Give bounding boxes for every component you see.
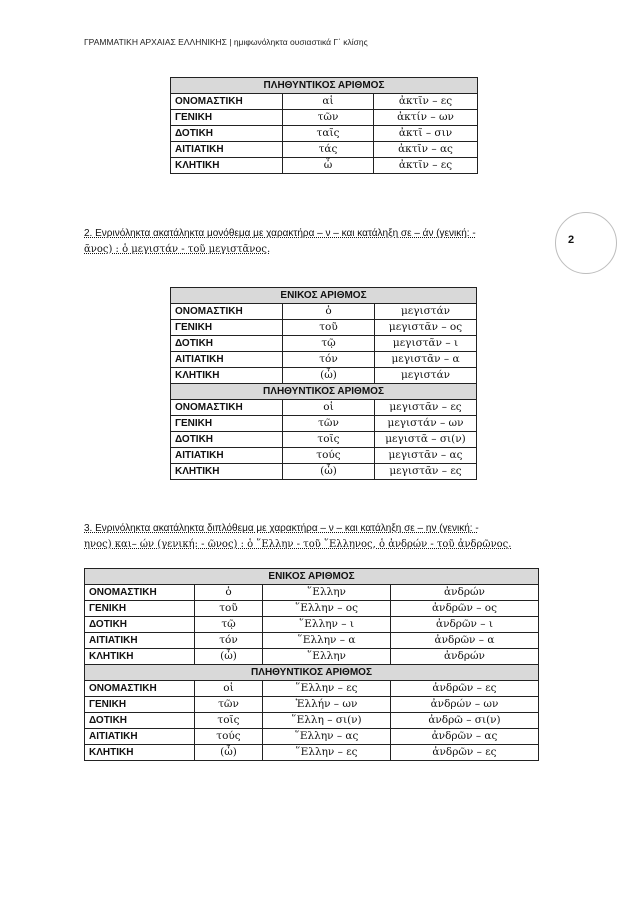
case-label: ΑΙΤΙΑΤΙΚΗ bbox=[85, 729, 195, 745]
table-row bbox=[171, 142, 478, 158]
table-ellin-andron bbox=[84, 568, 539, 761]
article: τῶν bbox=[283, 110, 374, 126]
word-form-ellin: ῞Ελλην – ι bbox=[263, 617, 391, 633]
word-form-andron: ἀνδρῶ – σι(ν) bbox=[391, 713, 539, 729]
word-form: ἀκτῖν – ες bbox=[374, 94, 478, 110]
table-row bbox=[171, 126, 478, 142]
word-form-andron: ἀνδρῶν – ες bbox=[391, 745, 539, 761]
case-label: ΔΟΤΙΚΗ bbox=[171, 336, 283, 352]
plural-header: ΠΛΗΘΥΝΤΙΚΟΣ ΑΡΙΘΜΟΣ bbox=[85, 665, 539, 681]
table-row bbox=[171, 352, 477, 368]
table-megistan bbox=[170, 287, 477, 480]
article: (ὦ) bbox=[195, 745, 263, 761]
table-row bbox=[171, 432, 477, 448]
table-row bbox=[171, 336, 477, 352]
article: ὦ bbox=[283, 158, 374, 174]
article: ὁ bbox=[195, 585, 263, 601]
table-row bbox=[85, 585, 539, 601]
word-form-andron: ἀνδρῶν – ας bbox=[391, 729, 539, 745]
section-2-line-2: ᾶνος) : ὁ μεγιστάν - τοῦ μεγιστᾶνος. bbox=[84, 244, 271, 255]
word-form: μεγιστάν bbox=[375, 304, 477, 320]
case-label: ΓΕΝΙΚΗ bbox=[171, 416, 283, 432]
case-label: ΑΙΤΙΑΤΙΚΗ bbox=[171, 142, 283, 158]
page-number: 2 bbox=[568, 234, 575, 246]
word-form: ἀκτῖν – ας bbox=[374, 142, 478, 158]
case-label: ΑΙΤΙΑΤΙΚΗ bbox=[85, 633, 195, 649]
word-form: μεγιστάν – ων bbox=[375, 416, 477, 432]
article: οἱ bbox=[195, 681, 263, 697]
word-form-ellin: ῞Ελλην – ας bbox=[263, 729, 391, 745]
word-form-ellin: ῞Ελλην bbox=[263, 585, 391, 601]
article: ὁ bbox=[283, 304, 375, 320]
table-row bbox=[85, 649, 539, 665]
article: τούς bbox=[283, 448, 375, 464]
article: ταῖς bbox=[283, 126, 374, 142]
table-row bbox=[85, 697, 539, 713]
case-label: ΔΟΤΙΚΗ bbox=[171, 432, 283, 448]
word-form-andron: ἀνδρών bbox=[391, 585, 539, 601]
word-form: ἀκτίν – ων bbox=[374, 110, 478, 126]
word-form: ἀκτῖν – ες bbox=[374, 158, 478, 174]
case-label: ΚΛΗΤΙΚΗ bbox=[85, 745, 195, 761]
table-row bbox=[85, 745, 539, 761]
case-label: ΑΙΤΙΑΤΙΚΗ bbox=[171, 352, 283, 368]
article: τοῦ bbox=[283, 320, 375, 336]
case-label: ΔΟΤΙΚΗ bbox=[171, 126, 283, 142]
section-3-line-1: 3. Ενρινόληκτα ακατάληκτα διπλόθεμα με χαρακτήρα – ν – και κατάληξη σε – ην (γενική: - bbox=[84, 523, 479, 534]
word-form: μεγιστᾶ – σι(ν) bbox=[375, 432, 477, 448]
article: (ὦ) bbox=[283, 464, 375, 480]
article: τάς bbox=[283, 142, 374, 158]
word-form: μεγιστᾶν – ος bbox=[375, 320, 477, 336]
word-form: μεγιστᾶν – ι bbox=[375, 336, 477, 352]
table-row bbox=[171, 464, 477, 480]
word-form-ellin: ῞Ελλην – α bbox=[263, 633, 391, 649]
article: (ὦ) bbox=[283, 368, 375, 384]
article: τῷ bbox=[195, 617, 263, 633]
case-label: ΚΛΗΤΙΚΗ bbox=[171, 158, 283, 174]
word-form-ellin: ῞Ελλην bbox=[263, 649, 391, 665]
table-row bbox=[171, 448, 477, 464]
case-label: ΓΕΝΙΚΗ bbox=[85, 697, 195, 713]
case-label: ΟΝΟΜΑΣΤΙΚΗ bbox=[171, 400, 283, 416]
case-label: ΓΕΝΙΚΗ bbox=[171, 110, 283, 126]
article: τῶν bbox=[195, 697, 263, 713]
table-row bbox=[171, 400, 477, 416]
table-row bbox=[171, 158, 478, 174]
word-form-ellin: ῞Ελλην – ες bbox=[263, 745, 391, 761]
article: τόν bbox=[283, 352, 375, 368]
word-form: μεγιστᾶν – ες bbox=[375, 400, 477, 416]
case-label: ΚΛΗΤΙΚΗ bbox=[85, 649, 195, 665]
case-label: ΟΝΟΜΑΣΤΙΚΗ bbox=[171, 94, 283, 110]
article: τῶν bbox=[283, 416, 375, 432]
word-form: μεγιστᾶν – ες bbox=[375, 464, 477, 480]
section-3-title bbox=[84, 521, 511, 553]
plural-header: ΠΛΗΘΥΝΤΙΚΟΣ ΑΡΙΘΜΟΣ bbox=[171, 78, 478, 94]
case-label: ΟΝΟΜΑΣΤΙΚΗ bbox=[85, 681, 195, 697]
table-row bbox=[85, 713, 539, 729]
article: τούς bbox=[195, 729, 263, 745]
case-label: ΑΙΤΙΑΤΙΚΗ bbox=[171, 448, 283, 464]
section-2-title bbox=[84, 226, 476, 258]
article: οἱ bbox=[283, 400, 375, 416]
singular-header: ΕΝΙΚΟΣ ΑΡΙΘΜΟΣ bbox=[171, 288, 477, 304]
table-row bbox=[171, 110, 478, 126]
table-row bbox=[85, 601, 539, 617]
article: τοῖς bbox=[283, 432, 375, 448]
table-akt-plural bbox=[170, 77, 478, 174]
case-label: ΟΝΟΜΑΣΤΙΚΗ bbox=[85, 585, 195, 601]
table-row bbox=[85, 729, 539, 745]
singular-header: ΕΝΙΚΟΣ ΑΡΙΘΜΟΣ bbox=[85, 569, 539, 585]
article: αἱ bbox=[283, 94, 374, 110]
table-row bbox=[85, 681, 539, 697]
word-form-andron: ἀνδρῶν – ος bbox=[391, 601, 539, 617]
word-form-andron: ἀνδρών – ων bbox=[391, 697, 539, 713]
word-form-andron: ἀνδρῶν – ες bbox=[391, 681, 539, 697]
word-form-ellin: ῞Ελλη – σι(ν) bbox=[263, 713, 391, 729]
word-form-ellin: ῞Ελλην – ες bbox=[263, 681, 391, 697]
case-label: ΟΝΟΜΑΣΤΙΚΗ bbox=[171, 304, 283, 320]
article: τοῦ bbox=[195, 601, 263, 617]
table-row bbox=[171, 304, 477, 320]
section-2-line-1: 2. Ενρινόληκτα ακατάληκτα μονόθεμα με χαρακτήρα – ν – και κατάληξη σε – άν (γενική: - bbox=[84, 228, 476, 239]
table-row bbox=[171, 320, 477, 336]
page-header: ΓΡΑΜΜΑΤΙΚΗ ΑΡΧΑΙΑΣ ΕΛΛΗΝΙΚΗΣ | ημιφωνόληκτα ουσιαστικά Γ΄ κλίσης bbox=[84, 37, 368, 47]
table-row bbox=[171, 368, 477, 384]
word-form-andron: ἀνδρῶν – ι bbox=[391, 617, 539, 633]
table-row bbox=[85, 633, 539, 649]
article: τόν bbox=[195, 633, 263, 649]
plural-header: ΠΛΗΘΥΝΤΙΚΟΣ ΑΡΙΘΜΟΣ bbox=[171, 384, 477, 400]
case-label: ΔΟΤΙΚΗ bbox=[85, 617, 195, 633]
word-form-ellin: ῞Ελλην – ος bbox=[263, 601, 391, 617]
page-number-circle bbox=[555, 212, 617, 274]
word-form-andron: ἀνδρῶν – α bbox=[391, 633, 539, 649]
word-form: ἀκτῖ – σιν bbox=[374, 126, 478, 142]
case-label: ΓΕΝΙΚΗ bbox=[171, 320, 283, 336]
word-form-andron: ἀνδρών bbox=[391, 649, 539, 665]
case-label: ΚΛΗΤΙΚΗ bbox=[171, 464, 283, 480]
table-row bbox=[85, 617, 539, 633]
table-row bbox=[171, 416, 477, 432]
case-label: ΓΕΝΙΚΗ bbox=[85, 601, 195, 617]
article: τοῖς bbox=[195, 713, 263, 729]
case-label: ΚΛΗΤΙΚΗ bbox=[171, 368, 283, 384]
word-form: μεγιστᾶν – α bbox=[375, 352, 477, 368]
case-label: ΔΟΤΙΚΗ bbox=[85, 713, 195, 729]
article: (ὦ) bbox=[195, 649, 263, 665]
word-form: μεγιστᾶν – ας bbox=[375, 448, 477, 464]
word-form: μεγιστάν bbox=[375, 368, 477, 384]
section-3-line-2: ηνος) και– ών (γενική: - ῶνος) : ὁ ῞Ελλην - τοῦ ῞Ελληνος, ὁ ἀνδρών - τοῦ ἀνδρῶνος. bbox=[84, 539, 512, 550]
table-row bbox=[171, 94, 478, 110]
article: τῷ bbox=[283, 336, 375, 352]
word-form-ellin: Ἑλλήν – ων bbox=[263, 697, 391, 713]
